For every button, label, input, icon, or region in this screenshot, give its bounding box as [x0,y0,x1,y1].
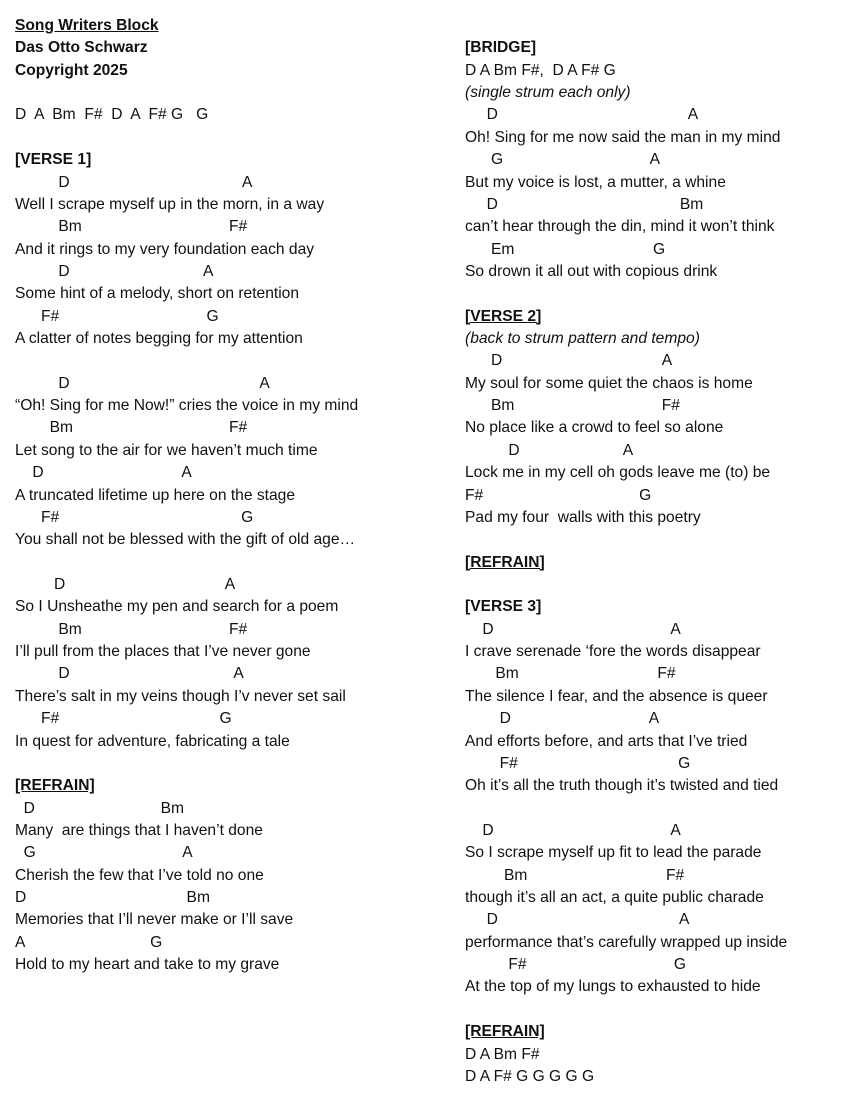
chord-line: D A [15,665,244,683]
blank-line [15,753,445,775]
lyric-line: So drown it all out with copious drink [465,262,718,280]
blank-line [465,999,853,1021]
lyric-line: “Oh! Sing for me Now!” cries the voice in my mind [15,397,359,415]
blank-line [465,529,853,551]
lyric-line: Let song to the air for we haven’t much time [15,441,318,459]
section-heading: [REFRAIN] [15,777,95,795]
chord-line: D A [465,106,699,124]
chord-line: D A [465,911,690,929]
lyric-line: A clatter of notes begging for my attention [15,330,303,348]
blank-line [15,552,445,574]
chord-line: A G [15,933,163,951]
lyric-line: performance that’s carefully wrapped up inside [465,933,788,951]
header-line: Copyright 2025 [15,61,128,79]
chord-line: D Bm [15,889,210,907]
lyric-line: I crave serenade ‘fore the words disappear [465,643,761,661]
lyric-line: I’ll pull from the places that I’ve never gone [15,643,311,661]
chord-line: D A [15,464,192,482]
header-line: Das Otto Schwarz [15,39,148,57]
chord-line: Bm F# [465,397,680,415]
lyric-line: No place like a crowd to feel so alone [465,419,724,437]
chord-line: D A Bm F# [465,1045,540,1063]
section-heading: [REFRAIN] [465,553,545,571]
lyric-line: At the top of my lungs to exhausted to hide [465,978,761,996]
chord-line: D A [465,620,681,638]
blank-line [465,798,853,820]
lyric-line: Lock me in my cell oh gods leave me (to) be [465,464,771,482]
lyric-line: The silence I fear, and the absence is queer [465,687,768,705]
lyric-line: But my voice is lost, a mutter, a whine [465,173,726,191]
right-column [465,15,853,1088]
left-column [15,15,445,976]
lyric-line: Cherish the few that I’ve told no one [15,866,264,884]
chord-line: D A [465,352,673,370]
chord-line: F# G [465,486,652,504]
lyric-line: My soul for some quiet the chaos is home [465,374,753,392]
chord-line: D A [465,710,660,728]
blank-line [465,283,853,305]
lyric-line: Memories that I’ll never make or I’ll save [15,911,294,929]
chord-line: Bm F# [465,866,685,884]
blank-line [15,82,445,104]
chord-line: D A Bm F#, D A F# G [465,61,616,79]
lyric-line: And it rings to my very foundation each day [15,240,315,258]
lyric-line: Some hint of a melody, short on retention [15,285,300,303]
section-heading: [BRIDGE] [465,39,537,57]
chord-line: D A [465,441,634,459]
chord-line: F# G [465,956,686,974]
chord-line: Bm F# [465,665,676,683]
blank-line [15,350,445,372]
chord-line: F# G [15,710,232,728]
performance-note: (back to strum pattern and tempo) [465,330,700,348]
section-heading: [VERSE 2] [465,307,542,325]
header-line: Song Writers Block [15,17,159,34]
section-heading: [VERSE 1] [15,151,92,169]
section-heading: [REFRAIN] [465,1023,545,1041]
chord-line: Em G [465,240,666,258]
lyric-line: A truncated lifetime up here on the stage [15,486,296,504]
lyric-line: can’t hear through the din, mind it won’t think [465,218,775,236]
chord-line: F# G [465,754,691,772]
lyric-line: And efforts before, and arts that I’ve tried [465,732,748,750]
lyric-line: Hold to my heart and take to my grave [15,956,280,974]
lyric-line: Many are things that I haven’t done [15,821,263,839]
lyric-line: Oh! Sing for me now said the man in my mind [465,128,781,146]
lyric-line: There’s salt in my veins though I’v never set sail [15,687,346,705]
lyric-line: Well I scrape myself up in the morn, in a way [15,195,325,213]
chord-line: D A [465,821,681,839]
blank-line [15,127,445,149]
lyric-line: Oh it’s all the truth though it’s twisted and tied [465,777,779,795]
blank-line [465,574,853,596]
lyric-line: Pad my four walls with this poetry [465,508,701,526]
chord-line: D A [15,262,214,280]
chord-line: G A [465,151,660,169]
lyric-line: In quest for adventure, fabricating a tale [15,732,290,750]
lyric-line: So I scrape myself up fit to lead the parade [465,844,762,862]
section-heading: [VERSE 3] [465,598,542,616]
lyric-line: So I Unsheathe my pen and search for a poem [15,598,339,616]
chord-line: D Bm [15,799,184,817]
chord-line: Bm F# [15,419,248,437]
chord-line: Bm F# [15,620,248,638]
chord-line: Bm F# [15,218,248,236]
chord-line: D A [15,575,236,593]
blank-line [465,15,853,37]
chord-line: D Bm [465,195,704,213]
lyric-line: You shall not be blessed with the gift of old age… [15,531,356,549]
chord-line: G A [15,844,193,862]
chord-line: D A [15,374,270,392]
performance-note: (single strum each only) [465,84,631,102]
chord-line: D A Bm F# D A F# G G [15,106,209,124]
chord-line: F# G [15,307,219,325]
lyric-line: though it’s all an act, a quite public charade [465,889,764,907]
chord-line: F# G [15,508,254,526]
chord-line: D A F# G G G G G [465,1067,595,1085]
chord-line: D A [15,173,253,191]
